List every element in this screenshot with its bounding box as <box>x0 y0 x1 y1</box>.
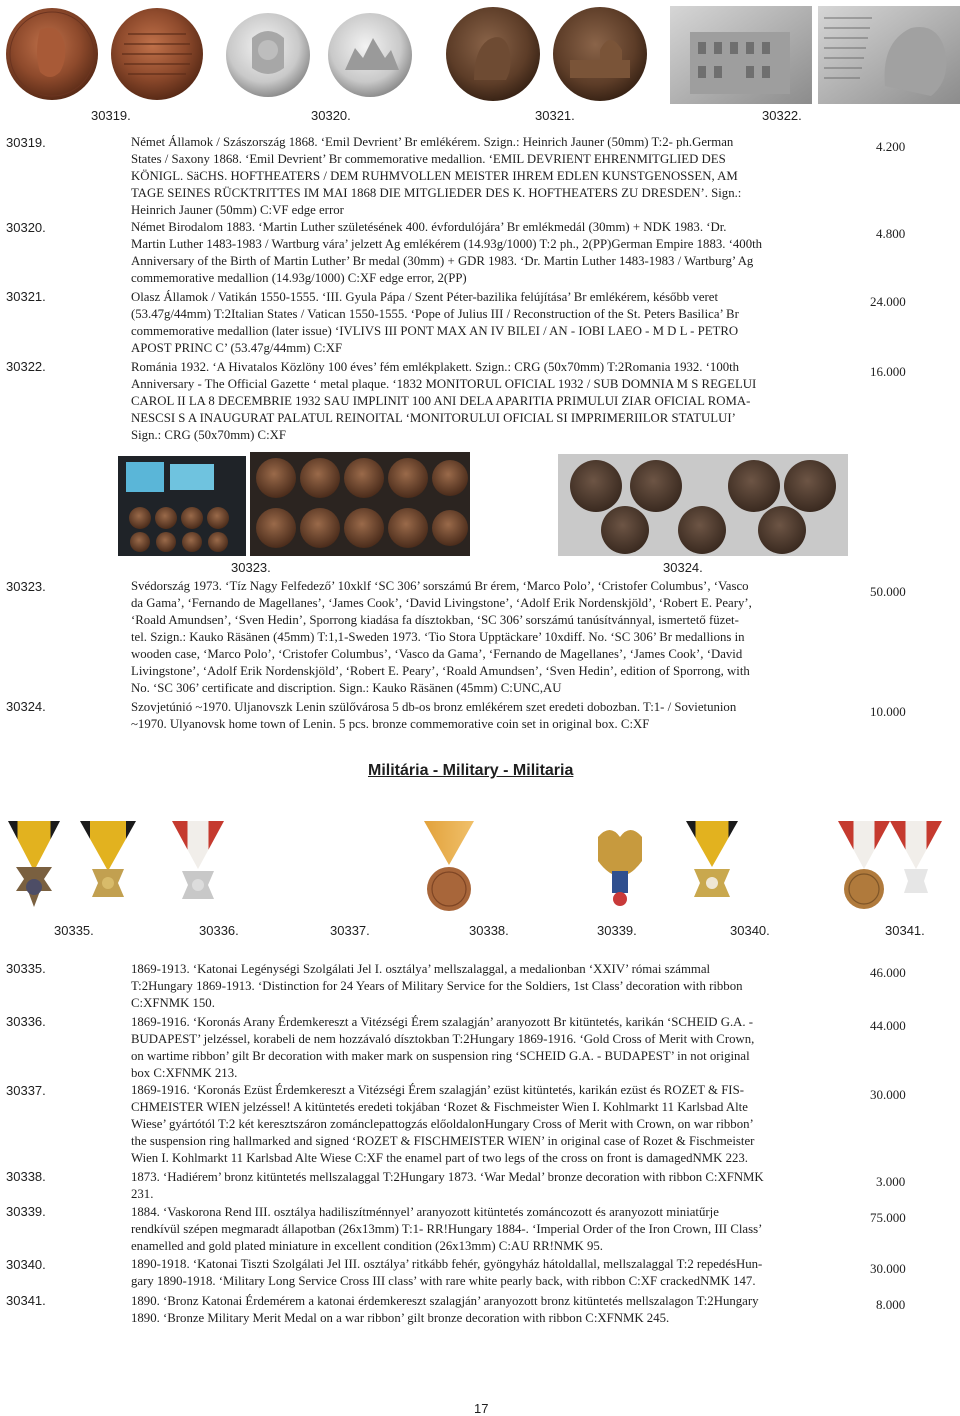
desc-line: da Gama’, ‘Fernando de Magellanes’, ‘James Cook’, ‘David Livingstone’, ‘Adolf Erik Nordenskjöld’, ‘Robert E. Peary’, <box>131 596 752 610</box>
lot-number: 30339. <box>6 1204 46 1219</box>
decoration-30339 <box>598 830 642 906</box>
desc-line: Anniversary - The Official Gazette ‘ metal plaque. ‘1832 MONITORUL OFICIAL 1932 / SUB DOMNIA M S REGELUI <box>131 377 757 391</box>
desc-line: No. ‘SC 306’ certificate and discription. Sign.: Kauko Räsänen (45mm) C:UNC,AU <box>131 681 562 695</box>
desc-line: box C:XFNMK 213. <box>131 1066 238 1080</box>
caption-30320: 30320. <box>311 108 351 123</box>
plaque-30322-portrait <box>818 6 960 104</box>
lot-description <box>131 1204 841 1255</box>
desc-line: Románia 1932. ‘A Hivatalos Közlöny 100 éves’ fém emlékplakett. Szign.: CRG (50x70mm) T:2Romania 1932. ‘100th <box>131 360 740 374</box>
desc-line: 1869-1916. ‘Koronás Arany Érdemkereszt a Vitézségi Érem szalagján’ aranyozott Br kitüntetés, karikán ‘SCHEID G.A. - <box>131 1015 754 1029</box>
lot-price: 10.000 <box>870 704 906 719</box>
medal-set-30324-box <box>558 454 848 556</box>
decoration-30338 <box>424 821 474 911</box>
desc-line: Wien I. Kohlmarkt 11 Karlsbad Alte Wiese C:XF the enamel part of two legs of the cross on front is damagedNMK 223. <box>131 1151 748 1165</box>
caption-30341: 30341. <box>885 923 925 938</box>
desc-line: Martin Luther 1483-1983 / Wartburg vára’ jelzett Ag emlékérem (14.93g/1000) T:2 ph., 2(PP)German Empire 1883. ‘400th <box>131 237 763 251</box>
desc-line: C:XFNMK 150. <box>131 996 215 1010</box>
caption-30339: 30339. <box>597 923 637 938</box>
desc-line: 1890. ‘Bronz Katonai Érdemérem a katonai érdemkereszt szalagján’ aranyozott bronz kitüntetés mellszalagon T:2Hungary <box>131 1294 759 1308</box>
caption-30321: 30321. <box>535 108 575 123</box>
mid-image-row <box>118 452 848 558</box>
desc-line: Heinrich Jauner (50mm) C:VF edge error <box>131 203 344 217</box>
desc-line: 231. <box>131 1187 154 1201</box>
desc-line: 1869-1913. ‘Katonai Legénységi Szolgálati Jel I. osztálya’ mellszalaggal, a medalionban ‘XXIV’ római számmal <box>131 962 711 976</box>
lot-price: 3.000 <box>876 1174 906 1189</box>
desc-line: Olasz Államok / Vatikán 1550-1555. ‘III. Gyula Pápa / Szent Péter-bazilika felújítása’ Br emlékérem, később veret <box>131 290 719 304</box>
desc-line: rendkívül szépen megmaradt állapotban (26x13mm) T:1- RR!Hungary 1884-. ‘Imperial Order of the Iron Crown, III Class’ <box>131 1222 763 1236</box>
caption-30335: 30335. <box>54 923 94 938</box>
top-photos <box>0 0 960 108</box>
lot-number: 30340. <box>6 1257 46 1272</box>
lot-description <box>131 1082 841 1167</box>
lot-number: 30341. <box>6 1293 46 1308</box>
desc-line: Német Birodalom 1883. ‘Martin Luther születésének 400. évfordulójára’ Br emlékmedál (30mm) + NDK 1983. ‘Dr. <box>131 220 727 234</box>
medal-30319-back <box>111 8 203 100</box>
desc-line: 1890. ‘Bronze Military Merit Medal on a war ribbon’ gilt bronze decoration with ribbon C:XFNMK 245. <box>131 1311 670 1325</box>
caption-30323: 30323. <box>231 560 271 575</box>
desc-line: commemorative medallion (14.93g/1000) C:XF edge error, 2(PP) <box>131 271 467 285</box>
lot-number: 30320. <box>6 220 46 235</box>
lot-number: 30319. <box>6 135 46 150</box>
lot-price: 16.000 <box>870 364 906 379</box>
caption-30340: 30340. <box>730 923 770 938</box>
caption-30324: 30324. <box>663 560 703 575</box>
desc-line: Anniversary of the Birth of Martin Luther’ Br medal (30mm) + GDR 1983. ‘Dr. Martin Luther 1483-1983 / Wartburg’ Ag <box>131 254 754 268</box>
desc-line: T:2Hungary 1869-1913. ‘Distinction for 24 Years of Military Service for the Soldiers, 1st Class’ decoration with ribbon <box>131 979 743 993</box>
desc-line: CAROL II LA 8 DECEMBRIE 1932 SAU IMPLINIT 100 ANI DELA APARITIA PRIMULUI ZIAR OFICIAL ROMA- <box>131 394 751 408</box>
lot-number: 30323. <box>6 579 46 594</box>
decoration-30340 <box>686 821 738 897</box>
lot-price: 30.000 <box>870 1087 906 1102</box>
mid-photos <box>118 452 848 558</box>
lot-price: 30.000 <box>870 1261 906 1276</box>
lot-number: 30322. <box>6 359 46 374</box>
caption-30338: 30338. <box>469 923 509 938</box>
caption-30322: 30322. <box>762 108 802 123</box>
medal-30321-back <box>553 7 647 101</box>
decoration-30335 <box>8 821 60 907</box>
desc-line: ~1970. Ulyanovsk home town of Lenin. 5 pcs. bronze commemorative coin set in original box. C:XF <box>131 717 650 731</box>
lot-description <box>131 578 831 697</box>
lot-description <box>131 134 831 219</box>
section-title: Militária - Military - Militaria <box>368 762 574 779</box>
lot-number: 30335. <box>6 961 46 976</box>
desc-line: TAGE SEINES RÜCKTRITTES IM MAI 1868 DIE MITGLIEDER DES K. HOFTHEATERS ZU DRESDEN’. Sign.: <box>131 186 742 200</box>
lot-description <box>131 1256 841 1290</box>
lot-number: 30337. <box>6 1083 46 1098</box>
desc-line: NESCSI S A INAUGURAT PALATUL REINOITAL ‘MONITORULUI OFICIAL SI IMPRIMERIILOR STATULUI’ <box>131 411 736 425</box>
desc-line: Wiese’ gyártótól T:2 két keresztszáron zománclepattogzás előoldalonHungary Cross of Merit with Crown, on war ribbon’ <box>131 1117 754 1131</box>
lot-number: 30321. <box>6 289 46 304</box>
desc-line: 1873. ‘Hadiérem’ bronz kitüntetés mellszalaggal T:2Hungary 1873. ‘War Medal’ bronze decoration with ribbon C:XFNMK <box>131 1170 764 1184</box>
desc-line: CHMEISTER WIEN jelzéssel! A kitüntetés eredeti tokjában ‘Rozet & Fischmeister Wien I. Kohlmarkt 11 Karlsbad Alte <box>131 1100 748 1114</box>
desc-line: States / Saxony 1868. ‘Emil Devrient’ Br commemorative medallion. ‘EMIL DEVRIENT EHRENMITGLIED DES <box>131 152 726 166</box>
medal-30320-front <box>226 13 310 97</box>
caption-30319: 30319. <box>91 108 131 123</box>
desc-line: Livingstone’, ‘Adolf Erik Nordenskjöld’, ‘Robert E. Peary’, ‘Roald Amundsen’, ‘Sven Hedin’, edition of Sporrong, with <box>131 664 750 678</box>
decoration-30341 <box>838 821 942 909</box>
lot-description <box>131 219 831 287</box>
lot-price: 4.200 <box>876 139 906 154</box>
medal-30320-back <box>328 13 412 97</box>
lot-price: 4.800 <box>876 226 906 241</box>
lot-description <box>131 699 831 733</box>
medal-30321-front <box>446 7 540 101</box>
lot-price: 8.000 <box>876 1297 906 1312</box>
lot-description <box>131 359 831 444</box>
lot-price: 75.000 <box>870 1210 906 1225</box>
desc-line: enamelled and gold plated miniature in excellent condition (26x13mm) C:AU RR!NMK 95. <box>131 1239 603 1253</box>
desc-line: gary 1890-1918. ‘Military Long Service Cross III class’ with rare white pearly back, with ribbon C:XF crackedNMK 147. <box>131 1274 756 1288</box>
desc-line: tel. Szign.: Kauko Räsänen (45mm) T:1,1-Sweden 1973. ‘Tio Stora Upptäckare’ 10xdiff. No. ‘SC 306’ Br medallions in <box>131 630 745 644</box>
medal-30319-front <box>6 8 98 100</box>
page-number: 17 <box>474 1401 489 1416</box>
desc-line: the suspension ring hallmarked and signed ‘ROZET & FISCHMEISTER WIEN’ in original case of Rozet & Fischmeister <box>131 1134 755 1148</box>
lot-description <box>131 1293 841 1327</box>
desc-line: BUDAPEST’ jelzéssel, korabeli de nem hozzávaló dísztokban T:2Hungary 1869-1916. ‘Gold Cross of Merit with Crown, <box>131 1032 755 1046</box>
desc-line: on wartime ribbon’ gilt Br decoration with maker mark on suspension ring ‘SCHEID G.A. - BUDAPEST’ in not original <box>131 1049 750 1063</box>
desc-line: wooden case, ‘Marco Polo’, ‘Cristofer Columbus’, ‘Vasco da Gama’, ‘Fernando de Magellanes’, ‘James Cook’, ‘David <box>131 647 743 661</box>
desc-line: Sign.: CRG (50x70mm) C:XF <box>131 428 287 442</box>
lot-price: 50.000 <box>870 584 906 599</box>
decoration-30337 <box>172 821 224 899</box>
top-image-row <box>0 0 960 108</box>
lot-number: 30336. <box>6 1014 46 1029</box>
lot-description <box>131 289 831 357</box>
lot-price: 44.000 <box>870 1018 906 1033</box>
decoration-30336 <box>80 821 136 897</box>
lot-number: 30338. <box>6 1169 46 1184</box>
medal-set-30323-box <box>118 452 470 556</box>
lot-description <box>131 961 841 1012</box>
military-image-row <box>0 815 960 920</box>
desc-line: (53.47g/44mm) T:2Italian States / Vatican 1550-1555. ‘Pope of Julius III / Reconstruction of the St. Peters Basilica’ Br <box>131 307 739 321</box>
desc-line: APOST PRINC C’ (53.47g/44mm) C:XF <box>131 341 343 355</box>
lot-number: 30324. <box>6 699 46 714</box>
desc-line: Svédország 1973. ‘Tíz Nagy Felfedező’ 10xklf ‘SC 306’ sorszámú Br érem, ‘Marco Polo’, ‘Cristofer Columbus’, ‘Vasco <box>131 579 749 593</box>
lot-description <box>131 1169 841 1203</box>
desc-line: 1869-1916. ‘Koronás Ezüst Érdemkereszt a Vitézségi Érem szalagján’ ezüst kitüntetés, karikán ezüst és ROZET & FIS- <box>131 1083 744 1097</box>
desc-line: Német Államok / Szászország 1868. ‘Emil Devrient’ Br emlékérem. Szign.: Heinrich Jauner (50mm) T:2- ph.German <box>131 135 734 149</box>
desc-line: ‘Roald Amundsen’, ‘Sven Hedin’, Sporrong kiadása fa dísztokban, ‘SC 306’ sorszámú tanúsítvánnyal, ismertető füzet- <box>131 613 739 627</box>
desc-line: Szovjetúnió ~1970. Uljanovszk Lenin szülővárosa 5 db-os bronz emlékérem szet eredeti dobozban. T:1- / Sovietunion <box>131 700 737 714</box>
plaque-30322-building <box>670 6 812 104</box>
military-photos <box>0 815 960 920</box>
desc-line: 1890-1918. ‘Katonai Tiszti Szolgálati Jel III. osztálya’ ritkább fehér, gyöngyház hátoldallal, mellszalaggal T:2 repedésHun- <box>131 1257 763 1271</box>
lot-price: 24.000 <box>870 294 906 309</box>
lot-price: 46.000 <box>870 965 906 980</box>
lot-description <box>131 1014 841 1082</box>
caption-30336: 30336. <box>199 923 239 938</box>
desc-line: commemorative medallion (later issue) ‘IVLIVS III PONT MAX AN IV BILEI / AN - IOBI LAEO - M D L - PETRO <box>131 324 739 338</box>
desc-line: KÖNIGL. SäCHS. HOFTHEATERS / DEM RUHMVOLLEN MEISTER IHREM EDLEN KUNSTGENOSSEN, AM <box>131 169 738 183</box>
caption-30337: 30337. <box>330 923 370 938</box>
desc-line: 1884. ‘Vaskorona Rend III. osztálya hadiliszítménnyel’ aranyozott kitüntetés zománcozott és aranyozott miniatűrje <box>131 1205 719 1219</box>
